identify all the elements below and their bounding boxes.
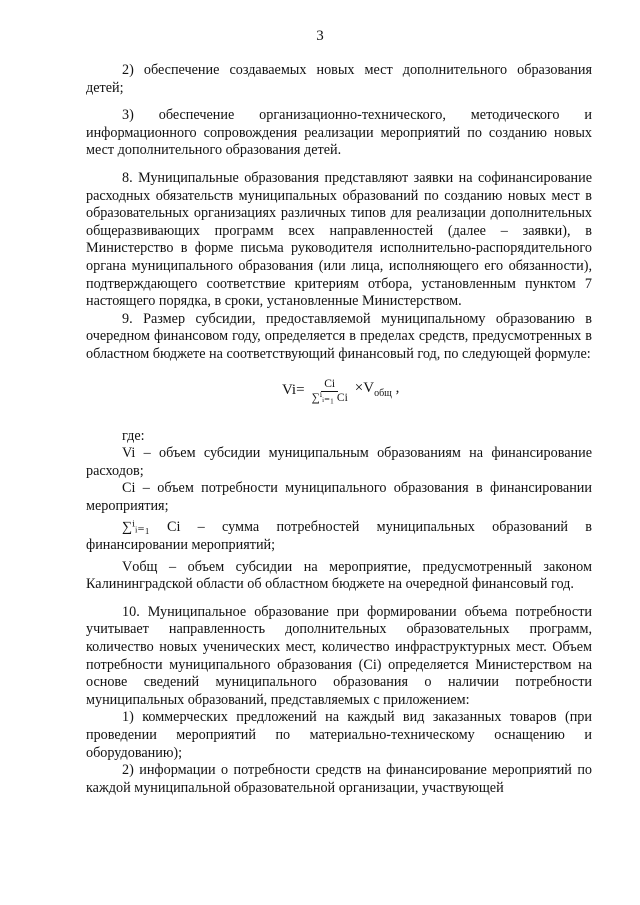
paragraph-item-2: 2) обеспечение создаваемых новых мест дополнительного образования детей; [86,62,592,96]
paragraph-9: 9. Размер субсидии, предоставляемой муниципальному образованию в очередном финансовом году, определяется в пределах средств, предусмотренных в областном бюджете на соответствующий финансовый год, по следующей формуле: [86,310,592,362]
formula-lhs: Vi= [282,382,305,399]
page-number: 3 [316,28,324,44]
definition-vi: Vi – объем субсидии муниципальным образованиям на финансирование расходов; [86,445,592,479]
paragraph-item-3: 3) обеспечение организационно-технического, методического и информационного сопровождения реализации мероприятий по созданию новых мест дополнительного образования детей. [86,107,592,159]
formula-denominator: ∑ⁱᵢ₌₁ Ci [311,391,348,404]
paragraph-10-item-1: 1) коммерческих предложений на каждый вид заказанных товаров (при проведении мероприятий по материально-техническому оснащению и оборудованию); [86,709,592,761]
definition-vobshch: Vобщ – объем субсидии на мероприятие, предусмотренный законом Калининградской области об областном бюджете на очередной финансовый год. [86,558,592,593]
definition-sum: ∑ⁱᵢ₌₁ Ci – сумма потребностей муниципальных образований в финансировании мероприятий; [86,519,592,554]
definition-ci: Ci – объем потребности муниципального образования в финансировании мероприятия; [86,480,592,514]
formula-fraction [309,378,351,405]
paragraph-10: 10. Муниципальное образование при формировании объема потребности учитывает направленность дополнительных образовательных программ, количество новых ученических мест, количество инфраструктурных мест. Объем потребности муниципального образования (Ci) определяется Министерством на основе сведений муниципального образования о наличии потребности муниципальных образований, представляемых с приложением: [86,603,592,708]
document-body [86,62,592,797]
subsidy-formula [86,364,592,428]
paragraph-8: 8. Муниципальные образования представляют заявки на софинансирование расходных обязательств муниципальных образований по созданию новых мест в образовательных организациях различных типов для реализации дополнительных общеразвивающих программ всех направленностей (далее – заявки), в Министерство в форме письма руководителя исполнительно-распорядительного органа муниципального образования (или лица, исполняющего его обязанности), подтверждающего соответствие критериям отбора, установленным пунктом 7 настоящего порядка, в сроки, установленные Министерством. [86,169,592,310]
paragraph-10-item-2: 2) информации о потребности средств на финансирование мероприятий по каждой муниципальной образовательной организации, участвующей [86,762,592,796]
where-label: где: [122,427,145,444]
formula-numerator: Ci [321,378,338,392]
formula-multiplier: $\times V_{общ}$ , [354,379,400,399]
